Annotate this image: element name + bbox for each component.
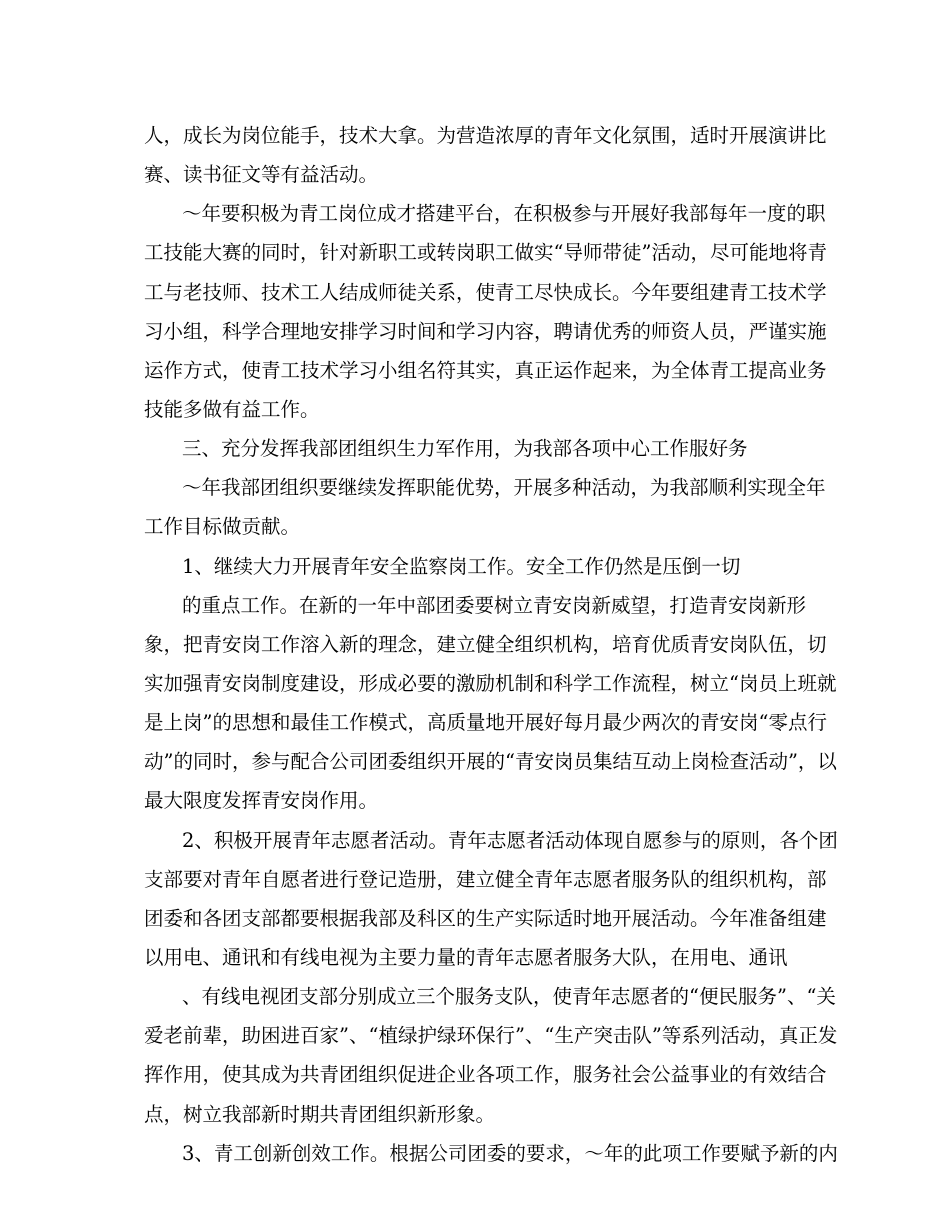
body-text-line: 支部要对青年自愿者进行登记造册，建立健全青年志愿者服务队的组织机构，部 xyxy=(144,868,827,891)
body-text-line: 挥作用，使其成为共青团组织促进企业各项工作，服务社会公益事业的有效结合 xyxy=(144,1063,827,1086)
body-text-line: 最大限度发挥青安岗作用。 xyxy=(144,789,379,812)
body-text-line: 人，成长为岗位能手，技术大拿。为营造浓厚的青年文化氛围，适时开展演讲比 xyxy=(144,124,827,147)
body-text-line: 实加强青安岗制度建设，形成必要的激励机制和科学工作流程，树立“岗员上班就 xyxy=(144,672,837,695)
body-text-line: 爱老前辈，助困进百家”、“植绿护绿环保行”、“生产突击队”等系列活动，真正发 xyxy=(144,1024,838,1047)
body-text-line: 技能多做有益工作。 xyxy=(144,398,320,421)
body-text-line: 3、青工创新创效工作。根据公司团委的要求，～年的此项工作要赋予新的内 xyxy=(182,1142,838,1165)
body-text-line: 象，把青安岗工作溶入新的理念，建立健全组织机构，培育优质青安岗队伍，切 xyxy=(144,633,827,656)
body-text-line: ～年要积极为青工岗位成才搭建平台，在积极参与开展好我部每年一度的职 xyxy=(182,202,826,225)
body-text-line: 工技能大赛的同时，针对新职工或转岗职工做实“导师带徒”活动，尽可能地将青 xyxy=(144,241,827,264)
section-heading: 三、充分发挥我部团组织生力军作用，为我部各项中心工作服好务 xyxy=(182,437,748,460)
body-text-line: 、有线电视团支部分别成立三个服务支队，使青年志愿者的“便民服务”、“关 xyxy=(182,985,836,1008)
body-text-line: 习小组，科学合理地安排学习时间和学习内容，聘请优秀的师资人员，严谨实施 xyxy=(144,320,827,343)
body-text-line: 工作目标做贡献。 xyxy=(144,515,301,538)
body-text-line: 点，树立我部新时期共青团组织新形象。 xyxy=(144,1103,496,1126)
body-text-line: 运作方式，使青工技术学习小组名符其实，真正运作起来，为全体青工提高业务 xyxy=(144,359,827,382)
body-text-line: 以用电、通讯和有线电视为主要力量的青年志愿者服务大队，在用电、通讯 xyxy=(144,946,788,969)
body-text-line: 是上岗”的思想和最佳工作模式，高质量地开展好每月最少两次的青安岗“零点行 xyxy=(144,711,827,734)
body-text-line: 1、继续大力开展青年安全监察岗工作。安全工作仍然是压倒一切 xyxy=(182,555,741,578)
body-text-line: 2、积极开展青年志愿者活动。青年志愿者活动体现自愿参与的原则，各个团 xyxy=(182,829,838,852)
body-text-line: 团委和各团支部都要根据我部及科区的生产实际适时地开展活动。今年准备组建 xyxy=(144,907,827,930)
body-text-line: ～年我部团组织要继续发挥职能优势，开展多种活动，为我部顺利实现全年 xyxy=(182,476,826,499)
body-text-line: 工与老技师、技术工人结成师徒关系，使青工尽快成长。今年要组建青工技术学 xyxy=(144,281,827,304)
body-text-line: 动”的同时，参与配合公司团委组织开展的“青安岗员集结互动上岗检查活动”，以 xyxy=(144,750,837,773)
body-text-line: 赛、读书征文等有益活动。 xyxy=(144,163,379,186)
body-text-line: 的重点工作。在新的一年中部团委要树立青安岗新威望，打造青安岗新形 xyxy=(182,594,807,617)
